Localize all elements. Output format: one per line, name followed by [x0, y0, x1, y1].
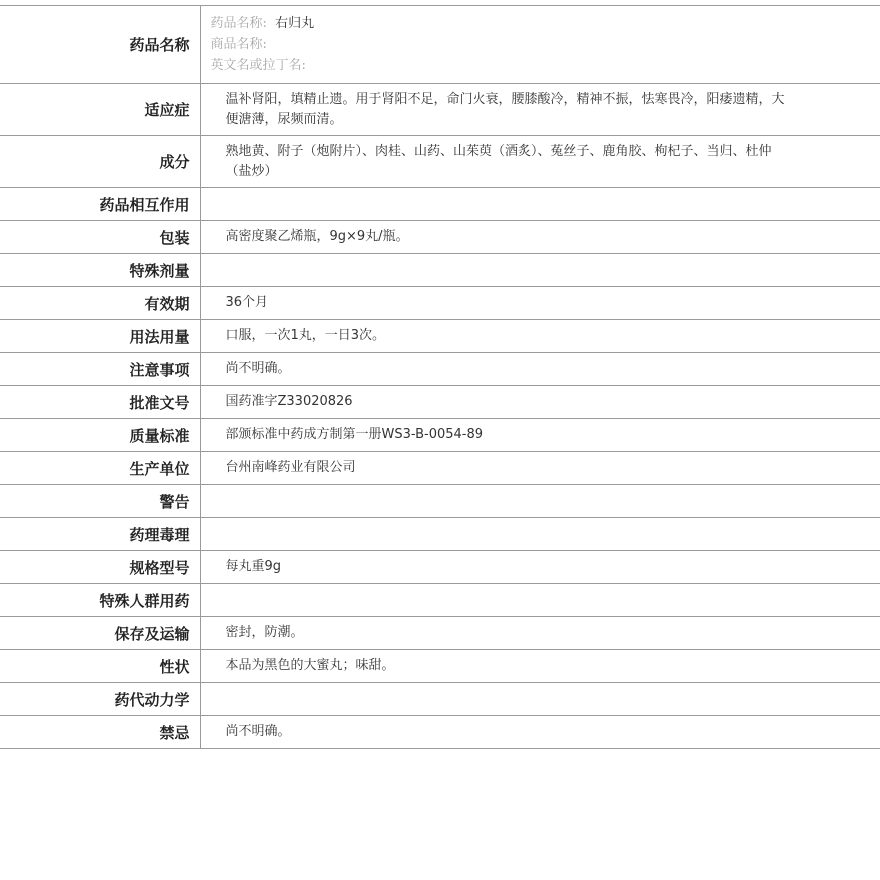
row-label: 药品相互作用: [0, 188, 200, 221]
table-row: [0, 584, 880, 617]
row-value: [200, 584, 880, 617]
table-row: [0, 485, 880, 518]
drug-name-cell: [200, 6, 880, 84]
row-label: 药理毒理: [0, 518, 200, 551]
row-label: 规格型号: [0, 551, 200, 584]
row-label: 有效期: [0, 287, 200, 320]
table-row: [0, 518, 880, 551]
row-value: 每丸重9g: [200, 551, 880, 584]
table-row: [0, 188, 880, 221]
row-label: 性状: [0, 650, 200, 683]
row-label: 药代动力学: [0, 683, 200, 716]
table-row: [0, 386, 880, 419]
row-label: 特殊剂量: [0, 254, 200, 287]
table-row: [0, 136, 880, 188]
row-value: [200, 254, 880, 287]
row-value: 高密度聚乙烯瓶，9g×9丸/瓶。: [200, 221, 880, 254]
table-row: [0, 683, 880, 716]
english-name-line: [211, 55, 880, 76]
row-label: 质量标准: [0, 419, 200, 452]
row-label: 禁忌: [0, 716, 200, 749]
table-row: [0, 551, 880, 584]
row-label: 成分: [0, 136, 200, 188]
row-value: 本品为黑色的大蜜丸；味甜。: [200, 650, 880, 683]
table-row: [0, 221, 880, 254]
generic-name-line: [211, 13, 880, 34]
row-value: 口服，一次1丸，一日3次。: [200, 320, 880, 353]
row-value: 尚不明确。: [200, 353, 880, 386]
row-value: 温补肾阳，填精止遗。用于肾阳不足，命门火衰，腰膝酸冷，精神不振，怯寒畏冷，阳痿遗精，大便溏薄，尿频而清。: [200, 84, 880, 136]
row-label: 警告: [0, 485, 200, 518]
row-value: [200, 485, 880, 518]
trade-name-key: 商品名称:: [210, 37, 267, 52]
row-label: 生产单位: [0, 452, 200, 485]
table-row: [0, 254, 880, 287]
row-value: 密封，防潮。: [200, 617, 880, 650]
table-row: [0, 287, 880, 320]
row-label: 特殊人群用药: [0, 584, 200, 617]
row-value: 36个月: [200, 287, 880, 320]
row-label: 包装: [0, 221, 200, 254]
generic-name-key: 药品名称:: [210, 16, 267, 31]
row-value: 国药准字Z33020826: [200, 386, 880, 419]
table-row: [0, 716, 880, 749]
table-row: [0, 320, 880, 353]
row-label: 保存及运输: [0, 617, 200, 650]
table-row: [0, 452, 880, 485]
row-value: 台州南峰药业有限公司: [200, 452, 880, 485]
row-value: [200, 518, 880, 551]
row-label: 批准文号: [0, 386, 200, 419]
trade-name-line: [211, 34, 880, 55]
row-label: 用法用量: [0, 320, 200, 353]
drug-info-table: [0, 5, 880, 749]
row-value: [200, 188, 880, 221]
row-value: 部颁标准中药成方制第一册WS3-B-0054-89: [200, 419, 880, 452]
english-name-key: 英文名或拉丁名:: [210, 58, 306, 73]
row-label: 注意事项: [0, 353, 200, 386]
row-value: 熟地黄、附子（炮附片）、肉桂、山药、山茱萸（酒炙）、菟丝子、鹿角胶、枸杞子、当归、杜仲（盐炒）: [200, 136, 880, 188]
row-label: 药品名称: [0, 6, 200, 84]
table-row: [0, 353, 880, 386]
table-row: [0, 650, 880, 683]
generic-name-value: 右归丸: [275, 16, 315, 31]
row-label: 适应症: [0, 84, 200, 136]
table-row: [0, 84, 880, 136]
table-row: [0, 419, 880, 452]
table-row: [0, 617, 880, 650]
table-row-drug-name: [0, 6, 880, 84]
row-value: 尚不明确。: [200, 716, 880, 749]
row-value: [200, 683, 880, 716]
